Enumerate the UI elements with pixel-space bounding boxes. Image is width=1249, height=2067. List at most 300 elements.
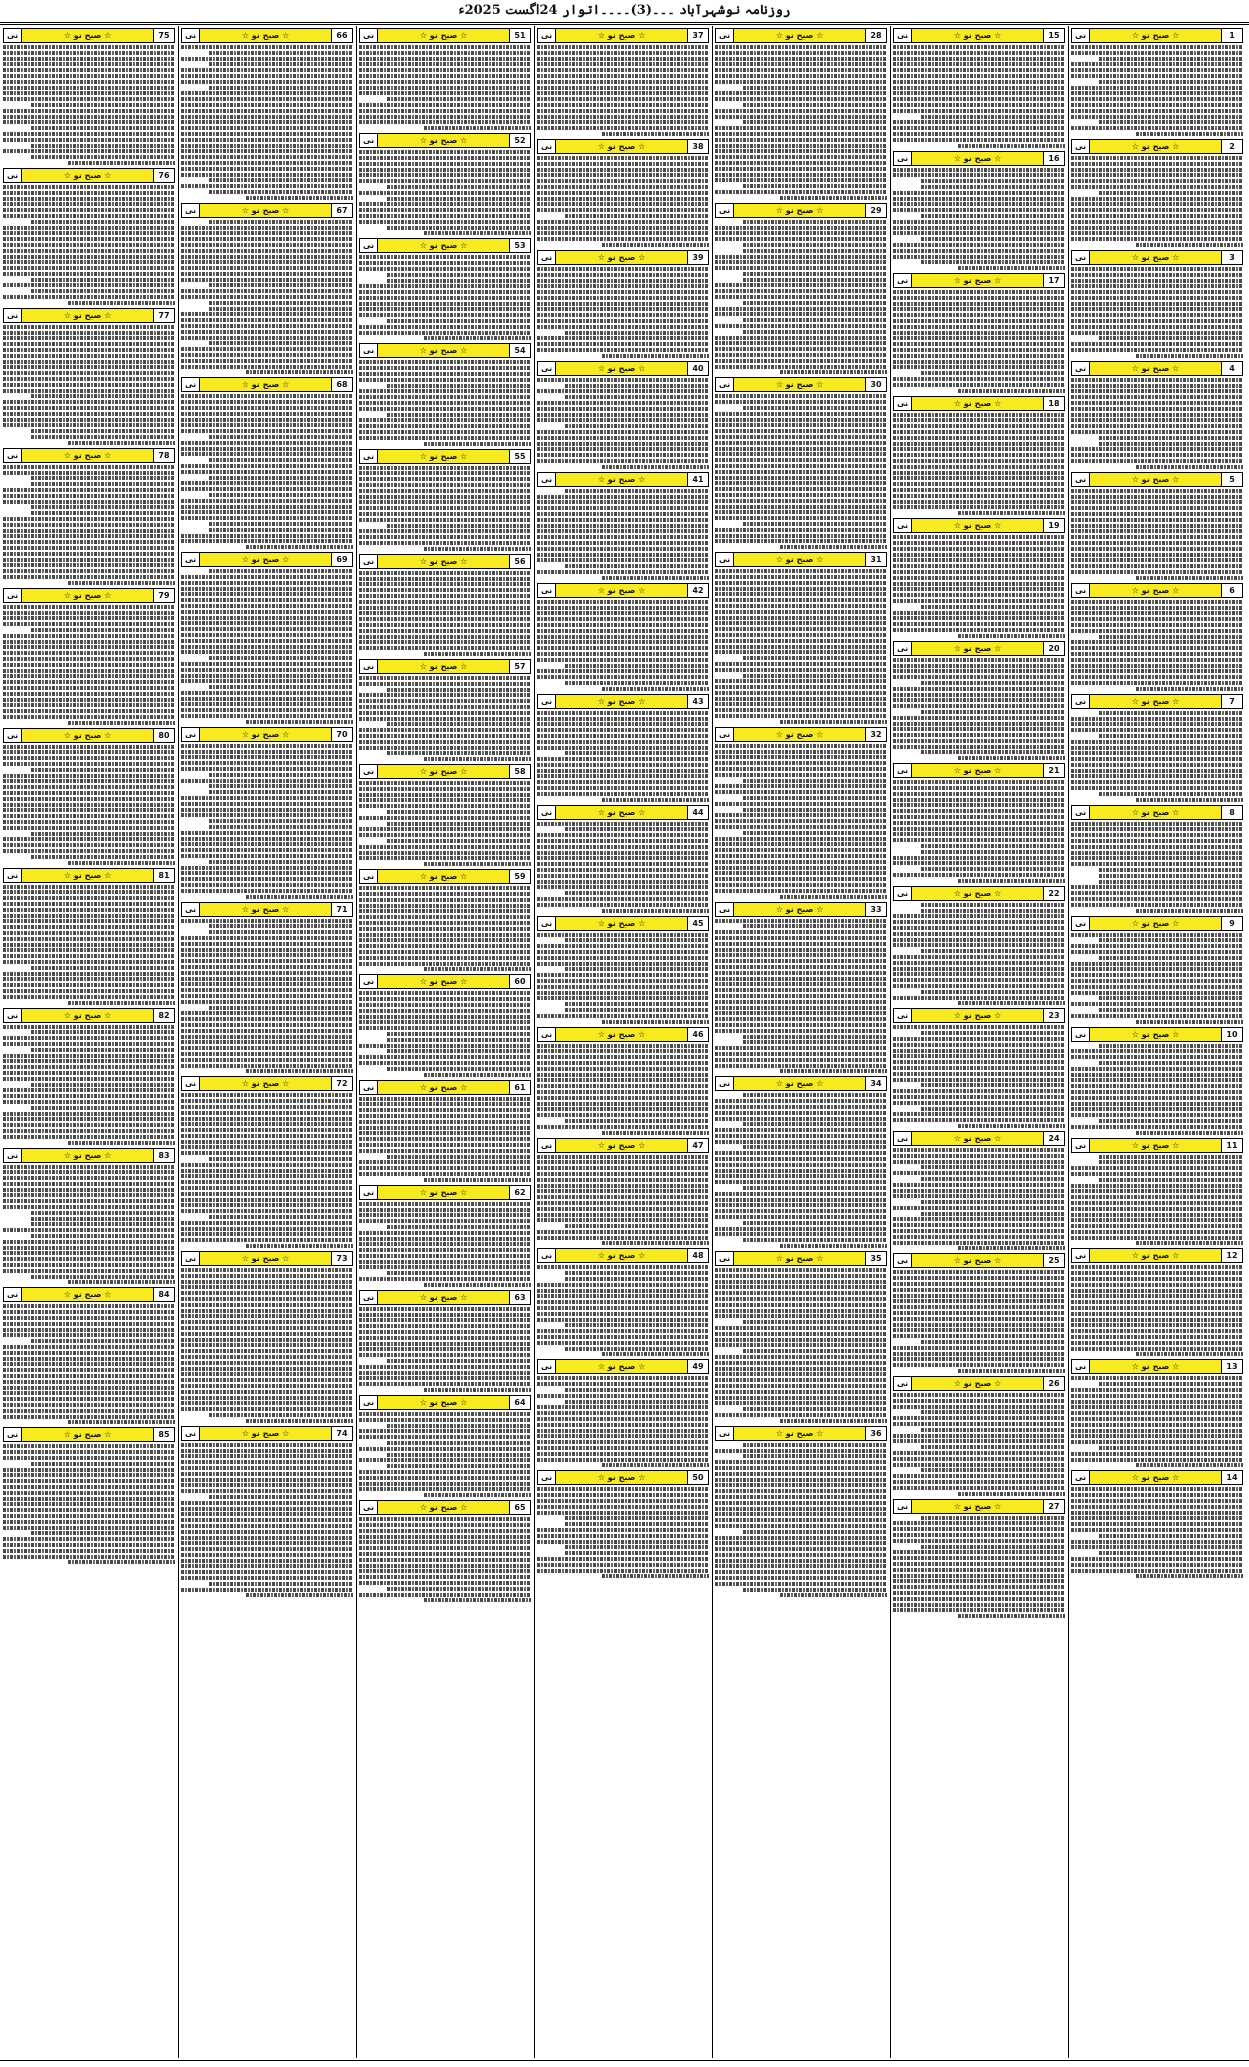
notice-number: 74	[331, 1427, 352, 1440]
notice-body-text	[359, 466, 531, 551]
notice-header	[359, 1080, 531, 1095]
notice-body-text	[893, 1025, 1065, 1128]
notice-brand: ☆ صبح نو ☆	[597, 918, 646, 928]
notice-brand: ☆ صبح نو ☆	[241, 904, 290, 914]
notice-column	[537, 26, 709, 2058]
notice-number: 13	[1221, 1360, 1242, 1373]
notice-header	[893, 1008, 1065, 1023]
brand-logo-icon: نی	[182, 29, 200, 42]
notice-number: 28	[865, 29, 886, 42]
legal-notice	[3, 1148, 175, 1285]
notice-body-text	[537, 1044, 709, 1135]
legal-notice	[715, 552, 887, 724]
notice-number: 63	[509, 1291, 530, 1304]
legal-notice	[893, 886, 1065, 1006]
legal-notice	[537, 1470, 709, 1578]
brand-logo-icon: نی	[894, 764, 912, 777]
notice-number: 67	[331, 204, 352, 217]
notice-number: 53	[509, 239, 530, 252]
brand-logo-icon: نی	[538, 917, 556, 930]
legal-notice	[359, 974, 531, 1076]
legal-notice	[537, 1248, 709, 1356]
brand-logo-icon: نی	[1072, 806, 1090, 819]
notice-header	[1071, 694, 1243, 709]
brand-logo-icon: نی	[538, 362, 556, 375]
legal-notice	[3, 728, 175, 865]
page-masthead: روزنامہ نوشہرآباد ۔۔۔(3)۔۔۔۔اتوار 24اگست 2025ء	[458, 3, 791, 18]
notice-number: 57	[509, 660, 530, 673]
brand-logo-icon: نی	[894, 29, 912, 42]
notice-header	[359, 554, 531, 569]
brand-logo-icon: نی	[894, 1377, 912, 1390]
notice-brand: ☆ صبح نو ☆	[63, 1010, 112, 1020]
brand-logo-icon: نی	[360, 134, 378, 147]
notice-body-text	[893, 413, 1065, 516]
column-divider	[890, 26, 891, 2058]
brand-logo-icon: نی	[716, 903, 734, 916]
notice-header	[1071, 139, 1243, 154]
brand-logo-icon: نی	[360, 239, 378, 252]
notice-body-text	[1071, 711, 1243, 802]
notice-body-text	[537, 45, 709, 136]
notice-header	[893, 151, 1065, 166]
brand-logo-icon: نی	[716, 1427, 734, 1440]
brand-logo-icon: نی	[360, 344, 378, 357]
legal-notice	[1071, 139, 1243, 247]
notice-number: 47	[687, 1139, 708, 1152]
notice-header	[3, 868, 175, 883]
notice-brand: ☆ صبح نو ☆	[597, 474, 646, 484]
notice-brand: ☆ صبح نو ☆	[241, 729, 290, 739]
notice-number: 48	[687, 1249, 708, 1262]
brand-logo-icon: نی	[4, 729, 22, 742]
notice-number: 3	[1221, 251, 1242, 264]
notice-number: 20	[1043, 642, 1064, 655]
notice-body-text	[3, 465, 175, 585]
brand-logo-icon: نی	[1072, 473, 1090, 486]
notice-brand: ☆ صبح نو ☆	[241, 380, 290, 390]
legal-notice	[1071, 1138, 1243, 1246]
notice-body-text	[3, 45, 175, 165]
brand-logo-icon: نی	[4, 1149, 22, 1162]
notice-body-text	[359, 571, 531, 656]
notice-header	[1071, 361, 1243, 376]
notice-header	[359, 974, 531, 989]
notice-body-text	[893, 1516, 1065, 1619]
notice-brand: ☆ صبح نو ☆	[597, 252, 646, 262]
notice-brand: ☆ صبح نو ☆	[775, 1079, 824, 1089]
notice-brand: ☆ صبح نو ☆	[1131, 1362, 1180, 1372]
notice-body-text	[3, 885, 175, 1005]
notice-number: 6	[1221, 584, 1242, 597]
notice-brand: ☆ صبح نو ☆	[953, 276, 1002, 286]
notice-number: 71	[331, 903, 352, 916]
notice-brand: ☆ صبح نو ☆	[419, 872, 468, 882]
notice-brand: ☆ صبح نو ☆	[953, 521, 1002, 531]
brand-logo-icon: نی	[894, 1254, 912, 1267]
notice-brand: ☆ صبح نو ☆	[775, 729, 824, 739]
notice-body-text	[1071, 45, 1243, 136]
notice-number: 16	[1043, 152, 1064, 165]
notice-header	[1071, 1248, 1243, 1263]
notice-header	[359, 659, 531, 674]
notice-body-text	[893, 168, 1065, 271]
notice-brand: ☆ صبح نو ☆	[775, 31, 824, 40]
notice-header	[181, 727, 353, 742]
notice-header	[359, 1290, 531, 1305]
notice-number: 73	[331, 1252, 352, 1265]
notice-number: 38	[687, 140, 708, 153]
notice-brand: ☆ صبح نو ☆	[63, 31, 112, 40]
legal-notice	[893, 641, 1065, 761]
notice-body-text	[715, 1093, 887, 1248]
notice-body-text	[537, 1265, 709, 1356]
brand-logo-icon: نی	[894, 397, 912, 410]
brand-logo-icon: نی	[716, 728, 734, 741]
notice-brand: ☆ صبح نو ☆	[1131, 1473, 1180, 1483]
legal-notice	[359, 1500, 531, 1602]
legal-notice	[181, 377, 353, 549]
notice-header	[1071, 1138, 1243, 1153]
legal-notice	[715, 1076, 887, 1248]
legal-notice	[359, 1290, 531, 1392]
notice-body-text	[181, 919, 353, 1074]
notice-brand: ☆ صبح نو ☆	[241, 555, 290, 565]
notice-number: 27	[1043, 1500, 1064, 1513]
brand-logo-icon: نی	[360, 450, 378, 463]
notice-header	[715, 902, 887, 917]
notice-number: 21	[1043, 764, 1064, 777]
notice-number: 55	[509, 450, 530, 463]
notice-brand: ☆ صبح نو ☆	[775, 380, 824, 390]
notice-number: 66	[331, 29, 352, 42]
notice-header	[181, 203, 353, 218]
notice-brand: ☆ صبح نو ☆	[597, 585, 646, 595]
notice-brand: ☆ صبح نو ☆	[597, 696, 646, 706]
brand-logo-icon: نی	[894, 1009, 912, 1022]
notice-brand: ☆ صبح نو ☆	[419, 136, 468, 146]
notice-brand: ☆ صبح نو ☆	[419, 977, 468, 987]
notice-header	[715, 727, 887, 742]
notice-header	[893, 641, 1065, 656]
notice-number: 9	[1221, 917, 1242, 930]
notice-brand: ☆ صبح نو ☆	[775, 205, 824, 215]
notice-number: 78	[153, 449, 174, 462]
notice-body-text	[537, 822, 709, 913]
notice-header	[893, 1499, 1065, 1514]
notice-number: 19	[1043, 519, 1064, 532]
legal-notice	[715, 28, 887, 200]
legal-notice	[181, 1426, 353, 1598]
notice-brand: ☆ صبح نو ☆	[953, 1133, 1002, 1143]
brand-logo-icon: نی	[538, 695, 556, 708]
notice-number: 40	[687, 362, 708, 375]
notice-body-text	[3, 1304, 175, 1424]
notice-body-text	[359, 150, 531, 235]
legal-notice	[537, 694, 709, 802]
notice-body-text	[181, 744, 353, 899]
notice-header	[3, 28, 175, 43]
notice-body-text	[1071, 1155, 1243, 1246]
notice-number: 65	[509, 1501, 530, 1514]
brand-logo-icon: نی	[360, 975, 378, 988]
notice-number: 31	[865, 553, 886, 566]
notice-body-text	[3, 185, 175, 305]
legal-notice	[3, 868, 175, 1005]
notice-header	[537, 1027, 709, 1042]
notice-body-text	[359, 886, 531, 971]
notice-body-text	[3, 325, 175, 445]
brand-logo-icon: نی	[182, 903, 200, 916]
notice-number: 30	[865, 378, 886, 391]
notice-body-text	[715, 394, 887, 549]
brand-logo-icon: نی	[894, 152, 912, 165]
notice-brand: ☆ صبح نو ☆	[63, 310, 112, 320]
legal-notice	[3, 1008, 175, 1145]
brand-logo-icon: نی	[716, 1252, 734, 1265]
notice-number: 77	[153, 309, 174, 322]
brand-logo-icon: نی	[1072, 1139, 1090, 1152]
notice-brand: ☆ صبح نو ☆	[953, 766, 1002, 776]
legal-notice	[1071, 583, 1243, 691]
notice-header	[3, 1148, 175, 1163]
legal-notice	[537, 361, 709, 469]
notice-number: 2	[1221, 140, 1242, 153]
notice-header	[359, 133, 531, 148]
notice-brand: ☆ صبح نو ☆	[775, 904, 824, 914]
notice-body-text	[359, 1097, 531, 1182]
notice-header	[181, 28, 353, 43]
brand-logo-icon: نی	[4, 449, 22, 462]
brand-logo-icon: نی	[182, 553, 200, 566]
notice-header	[893, 273, 1065, 288]
brand-logo-icon: نی	[1072, 1360, 1090, 1373]
notice-brand: ☆ صبح نو ☆	[597, 31, 646, 40]
notice-brand: ☆ صبح نو ☆	[775, 1254, 824, 1264]
legal-notice	[1071, 805, 1243, 913]
notice-brand: ☆ صبح نو ☆	[1131, 363, 1180, 373]
notice-body-text	[893, 903, 1065, 1006]
brand-logo-icon: نی	[4, 1288, 22, 1301]
brand-logo-icon: نی	[716, 1077, 734, 1090]
legal-notice	[893, 1008, 1065, 1128]
brand-logo-icon: نی	[1072, 362, 1090, 375]
notice-brand: ☆ صبح نو ☆	[1131, 1251, 1180, 1261]
notice-header	[715, 552, 887, 567]
brand-logo-icon: نی	[1072, 1249, 1090, 1262]
brand-logo-icon: نی	[894, 274, 912, 287]
notice-body-text	[181, 1268, 353, 1423]
legal-notice	[359, 659, 531, 761]
notice-number: 23	[1043, 1009, 1064, 1022]
notice-brand: ☆ صبح نو ☆	[597, 807, 646, 817]
legal-notice	[3, 168, 175, 305]
notice-column	[181, 26, 353, 2058]
legal-notice	[359, 28, 531, 130]
brand-logo-icon: نی	[538, 806, 556, 819]
masthead-rule	[0, 22, 1249, 23]
notice-header	[359, 869, 531, 884]
notice-body-text	[537, 1155, 709, 1246]
notice-header	[181, 1426, 353, 1441]
brand-logo-icon: نی	[182, 204, 200, 217]
notice-body-text	[181, 45, 353, 200]
notice-body-text	[1071, 1376, 1243, 1467]
legal-notice	[537, 250, 709, 358]
legal-notice	[715, 1426, 887, 1598]
notice-column	[3, 26, 175, 2058]
notice-brand: ☆ صبح نو ☆	[597, 1362, 646, 1372]
notice-number: 34	[865, 1077, 886, 1090]
brand-logo-icon: نی	[4, 1428, 22, 1441]
brand-logo-icon: نی	[360, 1081, 378, 1094]
notice-body-text	[359, 1307, 531, 1392]
legal-notice	[1071, 250, 1243, 358]
notice-number: 60	[509, 975, 530, 988]
notice-header	[3, 308, 175, 323]
notice-number: 75	[153, 29, 174, 42]
notice-number: 33	[865, 903, 886, 916]
legal-notice	[893, 1253, 1065, 1373]
notice-brand: ☆ صبح نو ☆	[1131, 807, 1180, 817]
notice-body-text	[893, 780, 1065, 883]
notice-body-text	[3, 1025, 175, 1145]
legal-notice	[893, 1376, 1065, 1496]
notice-body-text	[537, 156, 709, 247]
brand-logo-icon: نی	[538, 1471, 556, 1484]
notice-brand: ☆ صبح نو ☆	[775, 1428, 824, 1438]
brand-logo-icon: نی	[538, 473, 556, 486]
legal-notice	[1071, 1359, 1243, 1467]
notice-header	[537, 1138, 709, 1153]
notice-body-text	[359, 781, 531, 866]
notice-number: 26	[1043, 1377, 1064, 1390]
notice-header	[181, 377, 353, 392]
notice-brand: ☆ صبح نو ☆	[63, 730, 112, 740]
legal-notice	[537, 1138, 709, 1246]
notice-brand: ☆ صبح نو ☆	[953, 1256, 1002, 1266]
footer-rule	[0, 2060, 1249, 2061]
notice-brand: ☆ صبح نو ☆	[241, 1079, 290, 1089]
legal-notice	[359, 869, 531, 971]
notice-number: 52	[509, 134, 530, 147]
notice-number: 69	[331, 553, 352, 566]
notice-brand: ☆ صبح نو ☆	[419, 1292, 468, 1302]
notice-number: 12	[1221, 1249, 1242, 1262]
brand-logo-icon: نی	[1072, 29, 1090, 42]
notice-header	[181, 902, 353, 917]
legal-notice	[893, 396, 1065, 516]
brand-logo-icon: نی	[894, 1500, 912, 1513]
brand-logo-icon: نی	[894, 1132, 912, 1145]
notice-header	[715, 1251, 887, 1266]
notice-header	[1071, 916, 1243, 931]
brand-logo-icon: نی	[182, 1252, 200, 1265]
legal-notice	[893, 28, 1065, 148]
brand-logo-icon: نی	[1072, 251, 1090, 264]
column-divider	[534, 26, 535, 2058]
notice-number: 51	[509, 29, 530, 42]
notice-number: 50	[687, 1471, 708, 1484]
notice-header	[893, 1253, 1065, 1268]
notice-brand: ☆ صبح نو ☆	[1131, 31, 1180, 40]
notice-body-text	[1071, 822, 1243, 913]
notice-number: 8	[1221, 806, 1242, 819]
notice-header	[893, 518, 1065, 533]
brand-logo-icon: نی	[538, 1139, 556, 1152]
notice-header	[359, 343, 531, 358]
notice-number: 4	[1221, 362, 1242, 375]
notice-body-text	[1071, 267, 1243, 358]
legal-notice	[359, 343, 531, 445]
column-divider	[1068, 26, 1069, 2058]
legal-notice	[715, 727, 887, 899]
notice-number: 32	[865, 728, 886, 741]
notice-body-text	[1071, 933, 1243, 1024]
legal-notice	[537, 1027, 709, 1135]
legal-notice	[537, 472, 709, 580]
legal-notice	[359, 449, 531, 551]
notice-header	[181, 1076, 353, 1091]
notice-number: 37	[687, 29, 708, 42]
notice-body-text	[893, 1393, 1065, 1496]
notice-body-text	[1071, 1487, 1243, 1578]
notice-number: 68	[331, 378, 352, 391]
legal-notice	[893, 1499, 1065, 1619]
legal-notice	[1071, 916, 1243, 1024]
brand-logo-icon: نی	[360, 870, 378, 883]
brand-logo-icon: نی	[182, 1427, 200, 1440]
notice-body-text	[715, 744, 887, 899]
notice-header	[893, 28, 1065, 43]
column-divider	[356, 26, 357, 2058]
brand-logo-icon: نی	[182, 728, 200, 741]
notice-brand: ☆ صبح نو ☆	[241, 205, 290, 215]
brand-logo-icon: نی	[538, 140, 556, 153]
legal-notice	[537, 916, 709, 1024]
notice-brand: ☆ صبح نو ☆	[63, 870, 112, 880]
legal-notice	[893, 763, 1065, 883]
notice-body-text	[181, 220, 353, 375]
notice-brand: ☆ صبح نو ☆	[63, 450, 112, 460]
notice-brand: ☆ صبح نو ☆	[597, 363, 646, 373]
column-divider	[178, 26, 179, 2058]
legal-notice	[359, 1080, 531, 1182]
legal-notice	[537, 805, 709, 913]
notice-body-text	[893, 1148, 1065, 1251]
notice-brand: ☆ صبح نو ☆	[953, 888, 1002, 898]
notice-brand: ☆ صبح نو ☆	[953, 398, 1002, 408]
brand-logo-icon: نی	[4, 869, 22, 882]
legal-notice	[537, 139, 709, 247]
legal-notice	[3, 1427, 175, 1564]
notice-body-text	[537, 489, 709, 580]
notice-header	[893, 763, 1065, 778]
notice-number: 79	[153, 589, 174, 602]
notice-number: 42	[687, 584, 708, 597]
notice-brand: ☆ صبح نو ☆	[63, 1430, 112, 1440]
notice-body-text	[359, 991, 531, 1076]
notice-number: 62	[509, 1186, 530, 1199]
notice-header	[715, 377, 887, 392]
legal-notice	[359, 238, 531, 340]
notice-number: 35	[865, 1252, 886, 1265]
brand-logo-icon: نی	[538, 29, 556, 42]
notice-number: 41	[687, 473, 708, 486]
brand-logo-icon: نی	[4, 589, 22, 602]
notice-brand: ☆ صبح نو ☆	[63, 1290, 112, 1300]
notice-header	[3, 728, 175, 743]
